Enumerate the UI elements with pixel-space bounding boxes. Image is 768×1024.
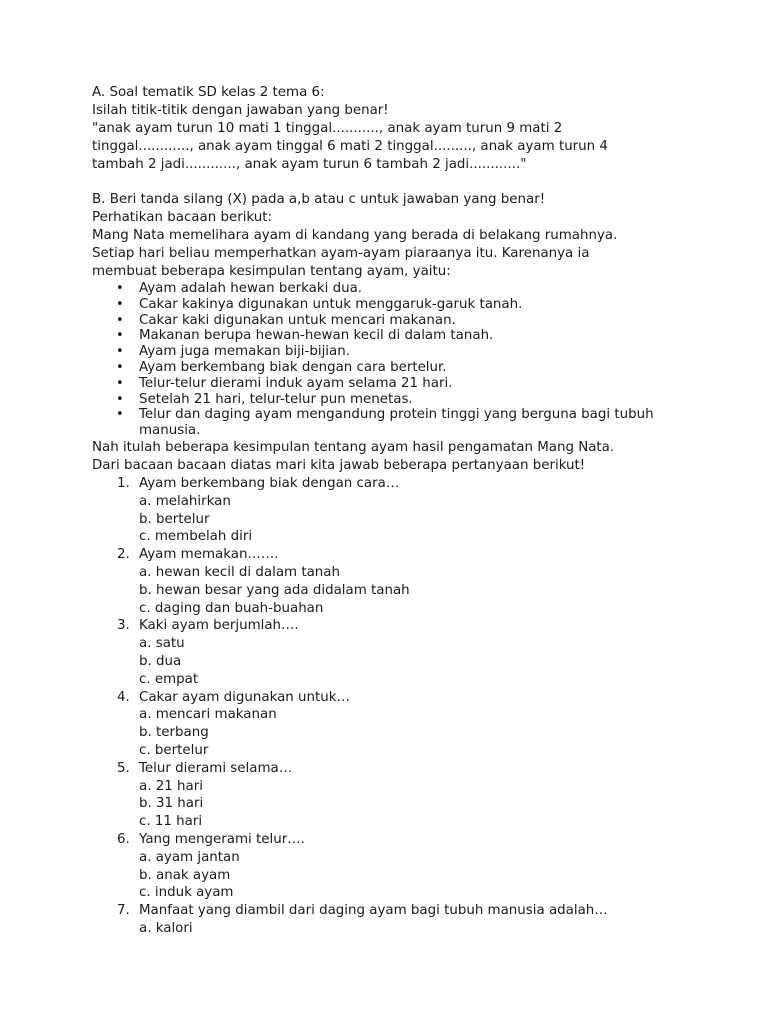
section-a-line: tambah 2 jadi............, anak ayam turun 6 tambah 2 jadi............" bbox=[92, 157, 527, 172]
question-text: Kaki ayam berjumlah…. bbox=[139, 618, 299, 634]
answer-option[interactable]: b. bertelur bbox=[139, 511, 210, 527]
bullet-icon: • bbox=[116, 312, 124, 328]
read-prompt: Perhatikan bacaan berikut: bbox=[92, 210, 273, 225]
facts-list bbox=[92, 281, 652, 439]
answer-option[interactable]: a. hewan kecil di dalam tanah bbox=[139, 564, 340, 580]
question-item bbox=[92, 475, 652, 546]
question-number: 2. bbox=[117, 547, 130, 563]
answer-option[interactable]: a. mencari makanan bbox=[139, 707, 277, 723]
question-item bbox=[92, 760, 652, 831]
section-a-heading: A. Soal tematik SD kelas 2 tema 6: bbox=[92, 85, 325, 100]
fact-text: Ayam berkembang biak dengan cara bertelur. bbox=[139, 359, 447, 375]
fact-item bbox=[92, 407, 652, 439]
bullet-icon: • bbox=[116, 391, 124, 407]
answer-option[interactable]: c. 11 hari bbox=[139, 814, 203, 830]
bullet-icon: • bbox=[116, 359, 124, 375]
section-b-heading: B. Beri tanda silang (X) pada a,b atau c untuk jawaban yang benar! bbox=[92, 192, 546, 207]
question-item bbox=[92, 902, 652, 938]
bullet-icon: • bbox=[116, 328, 124, 344]
answer-option[interactable]: c. bertelur bbox=[139, 742, 209, 758]
bullet-icon: • bbox=[116, 344, 124, 360]
fact-text: Ayam adalah hewan berkaki dua. bbox=[139, 281, 363, 296]
question-number: 3. bbox=[117, 618, 130, 634]
question-header bbox=[92, 902, 652, 920]
fact-text: Cakar kakinya digunakan untuk menggaruk-garuk tanah. bbox=[139, 296, 523, 312]
question-text: Manfaat yang diambil dari daging ayam bagi tubuh manusia adalah… bbox=[139, 903, 608, 919]
fact-item bbox=[92, 281, 652, 297]
section-spacer bbox=[92, 174, 652, 191]
bullet-icon: • bbox=[116, 296, 124, 312]
question-header bbox=[92, 689, 652, 707]
answer-option[interactable]: b. dua bbox=[139, 653, 182, 669]
question-text: Telur dierami selama… bbox=[139, 760, 293, 776]
question-text: Cakar ayam digunakan untuk… bbox=[139, 689, 350, 705]
question-number: 4. bbox=[117, 689, 130, 705]
question-list bbox=[92, 475, 652, 938]
question-header bbox=[92, 475, 652, 493]
fact-item bbox=[92, 344, 652, 360]
question-header bbox=[92, 546, 652, 564]
question-number: 6. bbox=[117, 831, 130, 847]
answer-option[interactable]: c. induk ayam bbox=[139, 885, 234, 901]
fact-text: Telur-telur dierami induk ayam selama 21 hari. bbox=[139, 375, 453, 391]
fact-item bbox=[92, 313, 652, 329]
section-a-line: tinggal............, anak ayam tinggal 6 mati 2 tinggal........., anak ayam turun 4 bbox=[92, 139, 608, 154]
story-line: membuat beberapa kesimpulan tentang ayam, yaitu: bbox=[92, 264, 451, 279]
answer-option[interactable]: c. membelah diri bbox=[139, 529, 253, 545]
story-line: Mang Nata memelihara ayam di kandang yang berada di belakang rumahnya. bbox=[92, 228, 618, 243]
fact-text: Makanan berupa hewan-hewan kecil di dalam tanah. bbox=[139, 328, 494, 344]
fact-item bbox=[92, 328, 652, 344]
question-header bbox=[92, 760, 652, 778]
answer-option[interactable]: b. 31 hari bbox=[139, 796, 204, 812]
question-header bbox=[92, 831, 652, 849]
fact-item bbox=[92, 392, 652, 408]
question-item bbox=[92, 689, 652, 760]
worksheet-page bbox=[92, 84, 652, 938]
answer-option[interactable]: a. kalori bbox=[139, 920, 193, 936]
answer-option[interactable]: a. satu bbox=[139, 636, 185, 652]
section-a-line: "anak ayam turun 10 mati 1 tinggal..........., anak ayam turun 9 mati 2 bbox=[92, 121, 563, 136]
question-text: Yang mengerami telur…. bbox=[139, 831, 305, 847]
answer-option[interactable]: a. ayam jantan bbox=[139, 849, 240, 865]
question-number: 7. bbox=[117, 903, 130, 919]
question-item bbox=[92, 617, 652, 688]
question-header bbox=[92, 617, 652, 635]
question-item bbox=[92, 831, 652, 902]
section-a-instruction: Isilah titik-titik dengan jawaban yang benar! bbox=[92, 103, 389, 118]
fact-text: Telur dan daging ayam mengandung protein tinggi yang berguna bagi tubuh manusia. bbox=[139, 407, 654, 439]
bullet-icon: • bbox=[116, 281, 124, 296]
bullet-icon: • bbox=[116, 407, 124, 423]
story-line: Setiap hari beliau memperhatkan ayam-ayam piaraanya itu. Karenanya ia bbox=[92, 246, 590, 261]
answer-option[interactable]: a. 21 hari bbox=[139, 778, 203, 794]
bullet-icon: • bbox=[116, 375, 124, 391]
answer-option[interactable]: c. empat bbox=[139, 671, 199, 687]
answer-option[interactable]: b. terbang bbox=[139, 725, 209, 741]
fact-item bbox=[92, 376, 652, 392]
fact-item bbox=[92, 360, 652, 376]
answer-option[interactable]: b. hewan besar yang ada didalam tanah bbox=[139, 582, 410, 598]
question-item bbox=[92, 546, 652, 617]
fact-item bbox=[92, 297, 652, 313]
fact-text: Setelah 21 hari, telur-telur pun menetas. bbox=[139, 391, 413, 407]
answer-option[interactable]: a. melahirkan bbox=[139, 493, 231, 509]
question-text: Ayam memakan……. bbox=[139, 547, 279, 563]
fact-text: Ayam juga memakan biji-bijian. bbox=[139, 344, 350, 360]
fact-text: Cakar kaki digunakan untuk mencari makanan. bbox=[139, 312, 456, 328]
closing-line: Dari bacaan bacaan diatas mari kita jawab beberapa pertanyaan berikut! bbox=[92, 457, 586, 473]
answer-option[interactable]: b. anak ayam bbox=[139, 867, 231, 883]
closing-line: Nah itulah beberapa kesimpulan tentang ayam hasil pengamatan Mang Nata. bbox=[92, 439, 615, 455]
question-number: 1. bbox=[117, 475, 130, 491]
question-text: Ayam berkembang biak dengan cara… bbox=[139, 475, 400, 491]
answer-option[interactable]: c. daging dan buah-buahan bbox=[139, 600, 324, 616]
question-number: 5. bbox=[117, 760, 130, 776]
